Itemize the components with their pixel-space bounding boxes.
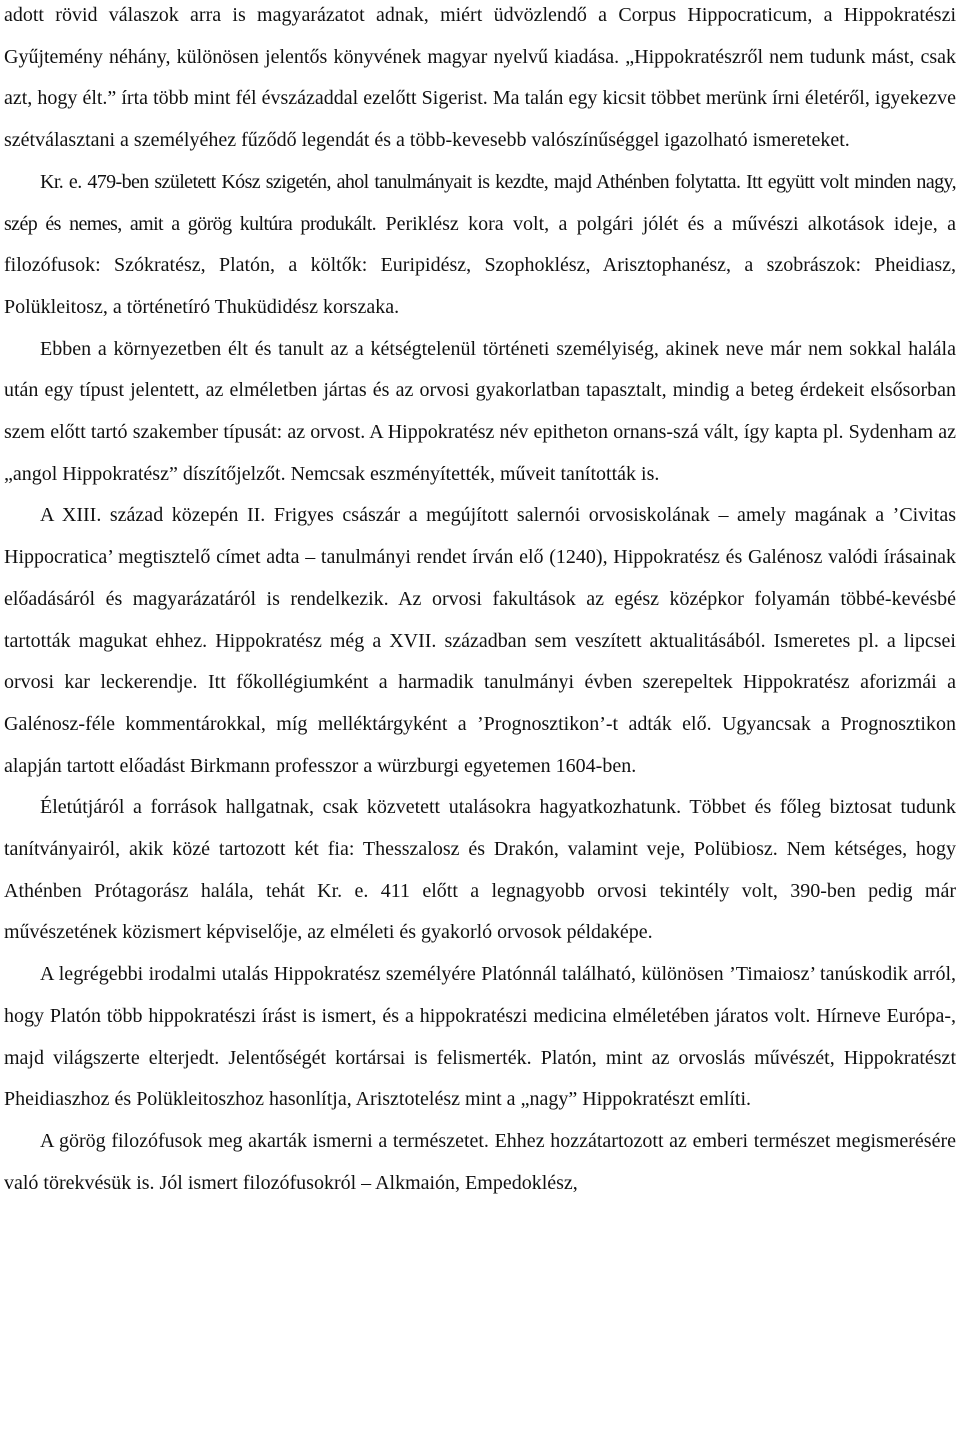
paragraph-3: Ebben a környezetben élt és tanult az a kétségtelenül történeti személyiség, akinek neve már nem sokkal halála után egy típust jelentett, az elméletben jártas és az orvosi gyakorlatban tapasztalt, mindig a beteg érdekeit elsősorban szem előtt tartó szakember típusát: az orvost. A Hippokratész név epitheton ornans-szá vált, így kapta pl. Sydenham az „angol Hippokratész” díszítőjelzőt. Nemcsak eszményítették, műveit tanították is. (4, 337, 956, 485)
paragraph-7: A görög filozófusok meg akarták ismerni a természetet. Ehhez hozzátartozott az emberi természet megismerésére való törekvésük is. Jól ismert filozófusokról – Alkmaión, Empedoklész, (4, 1129, 956, 1194)
paragraph-5: Életútjáról a források hallgatnak, csak közvetett utalásokra hagyatkozhatunk. Többet és főleg biztosat tudunk tanítványairól, akik közé tartozott két fia: Thesszalosz és Drakón, valamint veje, Polübiosz. Nem kétséges, hogy Athénben Prótagorász halála, tehát Kr. e. 411 előtt a legnagyobb orvosi tekintély volt, 390-ben pedig már művészetének közismert képviselője, az elméleti és gyakorló orvosok példaképe. (4, 796, 956, 944)
document-page (4, 0, 956, 1204)
paragraph-1: adott rövid válaszok arra is magyarázatot adnak, miért üdvözlendő a Corpus Hippocraticum, a Hippokratészi Gyűjtemény néhány, különösen jelentős könyvének magyar nyelvű kiadása. „Hippokratészről nem tudunk mást, csak azt, hogy élt.” írta több mint fél évszázaddal ezelőtt Sigerist. Ma talán egy kicsit többet merünk írni életéről, igyekezve szétválasztani a személyéhez fűződő legendát és a több-kevesebb valószínűséggel igazolható ismereteket. (4, 4, 956, 152)
paragraph-4: A XIII. század közepén II. Frigyes császár a megújított salernói orvosiskolának – amely magának a ’Civitas Hippocratica’ megtisztelő címet adta – tanulmányi rendet írván elő (1240), Hippokratész és Galénosz valódi írásainak előadásáról és magyarázatáról is rendelkezik. Az orvosi fakultások az egész középkor folyamán többé-kevésbé tartották magukat ehhez. Hippokratész még a XVII. században sem veszített aktualitásából. Ismeretes pl. a lipcsei orvosi kar leckerendje. Itt főkollégiumként a harmadik tanulmányi évben szerepeltek Hippokratész aforizmái a Galénosz-féle kommentárokkal, míg melléktárgyként a ’Prognosztikon’-t adták elő. Ugyancsak a Prognosztikon alapján tartott előadást Birkmann professzor a würzburgi egyetemen 1604-ben. (4, 504, 956, 777)
paragraph-2 (4, 162, 956, 329)
paragraph-2-text: Periklész kora volt, a polgári jólét és a művészi alkotások ideje, a filozófusok: Szókratész, Platón, a költők: Euripidész, Szophoklész, Arisztophanész, a szobrászok: Pheidiasz, Polükleitosz, a történetíró Thuküdidész korszaka. (4, 212, 957, 318)
paragraph-2-condensed-text: Kr. e. 479-ben született Kósz szigetén, ahol tanulmányait is kezdte, majd Athénben folytatta. Itt együtt volt minden nagy, szép és nemes, amit a görög kultúra produkált. (4, 170, 956, 235)
paragraph-6: A legrégebbi irodalmi utalás Hippokratész személyére Platónnál található, különösen ’Timaiosz’ tanúskodik arról, hogy Platón több hippokratészi írást is ismert, és a hippokratészi medicina elméletében járatos volt. Hírneve Európa-, majd világszerte elterjedt. Jelentőségét kortársai is felismerték. Platón, mint az orvoslás művészét, Hippokratészt Pheidiaszhoz és Polükleitoszhoz hasonlítja, Arisztotelész mint a „nagy” Hippokratészt említi. (4, 963, 956, 1111)
